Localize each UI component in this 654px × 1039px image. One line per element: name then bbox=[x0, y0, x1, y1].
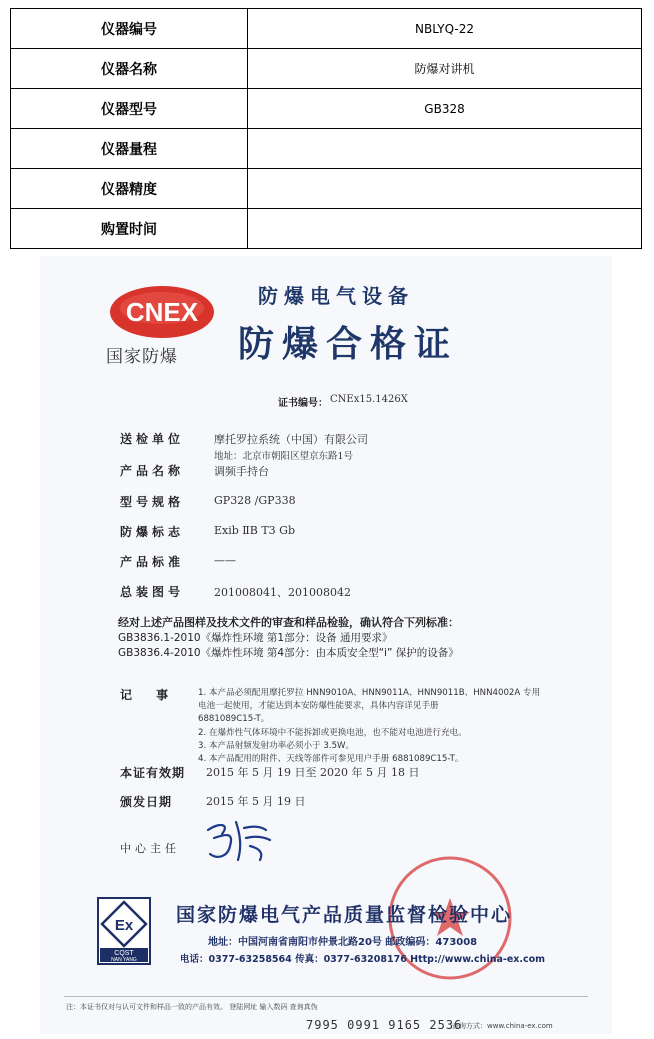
director-signature-icon bbox=[200, 816, 280, 866]
bottom-note: 注：本证书仅对与认可文件和样品一致的产品有效。 登陆网址 输入数码 查询真伪 bbox=[66, 1003, 318, 1011]
ex-mark-value: Exib ⅡB T3 Gb bbox=[214, 524, 296, 537]
drawing-label: 总装图号 bbox=[120, 585, 185, 599]
conformity-statement: 经对上述产品图样及技术文件的审查和样品检验，确认符合下列标准： bbox=[118, 616, 459, 629]
conformity-standard: GB3836.4-2010《爆炸性环境 第4部分：由本质安全型“i” 保护的设备》 bbox=[118, 647, 459, 659]
table-row bbox=[11, 89, 642, 129]
ex-mark-label: 防爆标志 bbox=[120, 525, 185, 539]
row-label: 仪器量程 bbox=[11, 129, 248, 169]
organization-address: 地址：中国河南省南阳市仲景北路20号 邮政编码：473008 bbox=[208, 937, 478, 948]
standard-value: —— bbox=[214, 554, 236, 567]
row-label: 仪器编号 bbox=[11, 9, 248, 49]
validity-value: 2015 年 5 月 19 日至 2020 年 5 月 18 日 bbox=[206, 766, 420, 779]
table-row bbox=[11, 169, 642, 209]
serial-number: 7995 0991 9165 2536 bbox=[306, 1018, 463, 1032]
applicant-label: 送检单位 bbox=[120, 432, 185, 446]
row-value bbox=[248, 209, 642, 249]
standard-label: 产品标准 bbox=[120, 555, 185, 569]
note-line: 2. 在爆炸性气体环境中不能拆卸或更换电池，也不能对电池进行充电。 bbox=[198, 728, 467, 738]
table-row bbox=[11, 209, 642, 249]
issue-date-label: 颁发日期 bbox=[120, 795, 173, 809]
row-label: 购置时间 bbox=[11, 209, 248, 249]
row-value bbox=[248, 129, 642, 169]
note-line: 3. 本产品射频发射功率必须小于 3.5W。 bbox=[198, 741, 355, 751]
cert-number-label: 证书编号： bbox=[278, 398, 328, 409]
table-row bbox=[11, 49, 642, 89]
explosion-proof-certificate bbox=[40, 256, 612, 1034]
product-label: 产品名称 bbox=[120, 464, 185, 478]
conformity-standard: GB3836.1-2010《爆炸性环境 第1部分：设备 通用要求》 bbox=[118, 632, 393, 644]
notes-label: 记 事 bbox=[120, 688, 179, 702]
product-value: 调频手持台 bbox=[214, 465, 269, 478]
cnex-logo-text: CNEX bbox=[125, 297, 199, 327]
table-row bbox=[11, 9, 642, 49]
row-value: 防爆对讲机 bbox=[248, 49, 642, 89]
note-line: 1. 本产品必须配用摩托罗拉 HNN9010A、HNN9011A、HNN9011B、HNN4002A 专用 bbox=[198, 688, 541, 698]
divider bbox=[64, 996, 588, 997]
note-line: 6881089C15-T。 bbox=[198, 714, 270, 724]
ex-logo-text: Ex bbox=[114, 917, 134, 934]
issue-date-value: 2015 年 5 月 19 日 bbox=[206, 795, 306, 808]
organization-contact: 电话：0377-63258564 传真：0377-63208176 Http://www.china-ex.com bbox=[180, 954, 546, 965]
note-line: 电池一起使用，才能达到本安防爆性能要求，具体内容详见手册 bbox=[198, 701, 439, 711]
drawing-value: 201008041、201008042 bbox=[214, 586, 351, 599]
table-row bbox=[11, 129, 642, 169]
cert-number: CNEx15.1426X bbox=[330, 394, 408, 405]
ex-logo-org: CQST bbox=[114, 950, 134, 957]
row-value: GB328 bbox=[248, 89, 642, 129]
row-value: NBLYQ-22 bbox=[248, 9, 642, 49]
row-label: 仪器精度 bbox=[11, 169, 248, 209]
applicant-address: 地址：北京市朝阳区望京东路1号 bbox=[214, 451, 354, 462]
note-line: 4. 本产品配用的附件、天线等部件可参见用户手册 6881089C15-T。 bbox=[198, 754, 464, 764]
query-website: 查询方式：www.china-ex.com bbox=[452, 1022, 553, 1030]
applicant-value: 摩托罗拉系统（中国）有限公司 bbox=[214, 433, 368, 446]
issuing-organization: 国家防爆电气产品质量监督检验中心 bbox=[176, 904, 513, 926]
ex-logo-city: NAN YANG bbox=[111, 957, 137, 963]
certificate-subtitle: 防爆电气设备 bbox=[258, 284, 414, 308]
instrument-info-table bbox=[10, 8, 642, 249]
row-value bbox=[248, 169, 642, 209]
validity-label: 本证有效期 bbox=[120, 766, 186, 780]
cqst-ex-logo-icon bbox=[96, 896, 152, 966]
model-label: 型号规格 bbox=[120, 495, 185, 509]
row-label: 仪器名称 bbox=[11, 49, 248, 89]
logo-subtitle: 国家防爆 bbox=[106, 347, 178, 367]
model-value: GP328 /GP338 bbox=[214, 494, 296, 507]
certificate-title: 防爆合格证 bbox=[238, 323, 459, 365]
director-label: 中心主任 bbox=[120, 842, 180, 855]
row-label: 仪器型号 bbox=[11, 89, 248, 129]
